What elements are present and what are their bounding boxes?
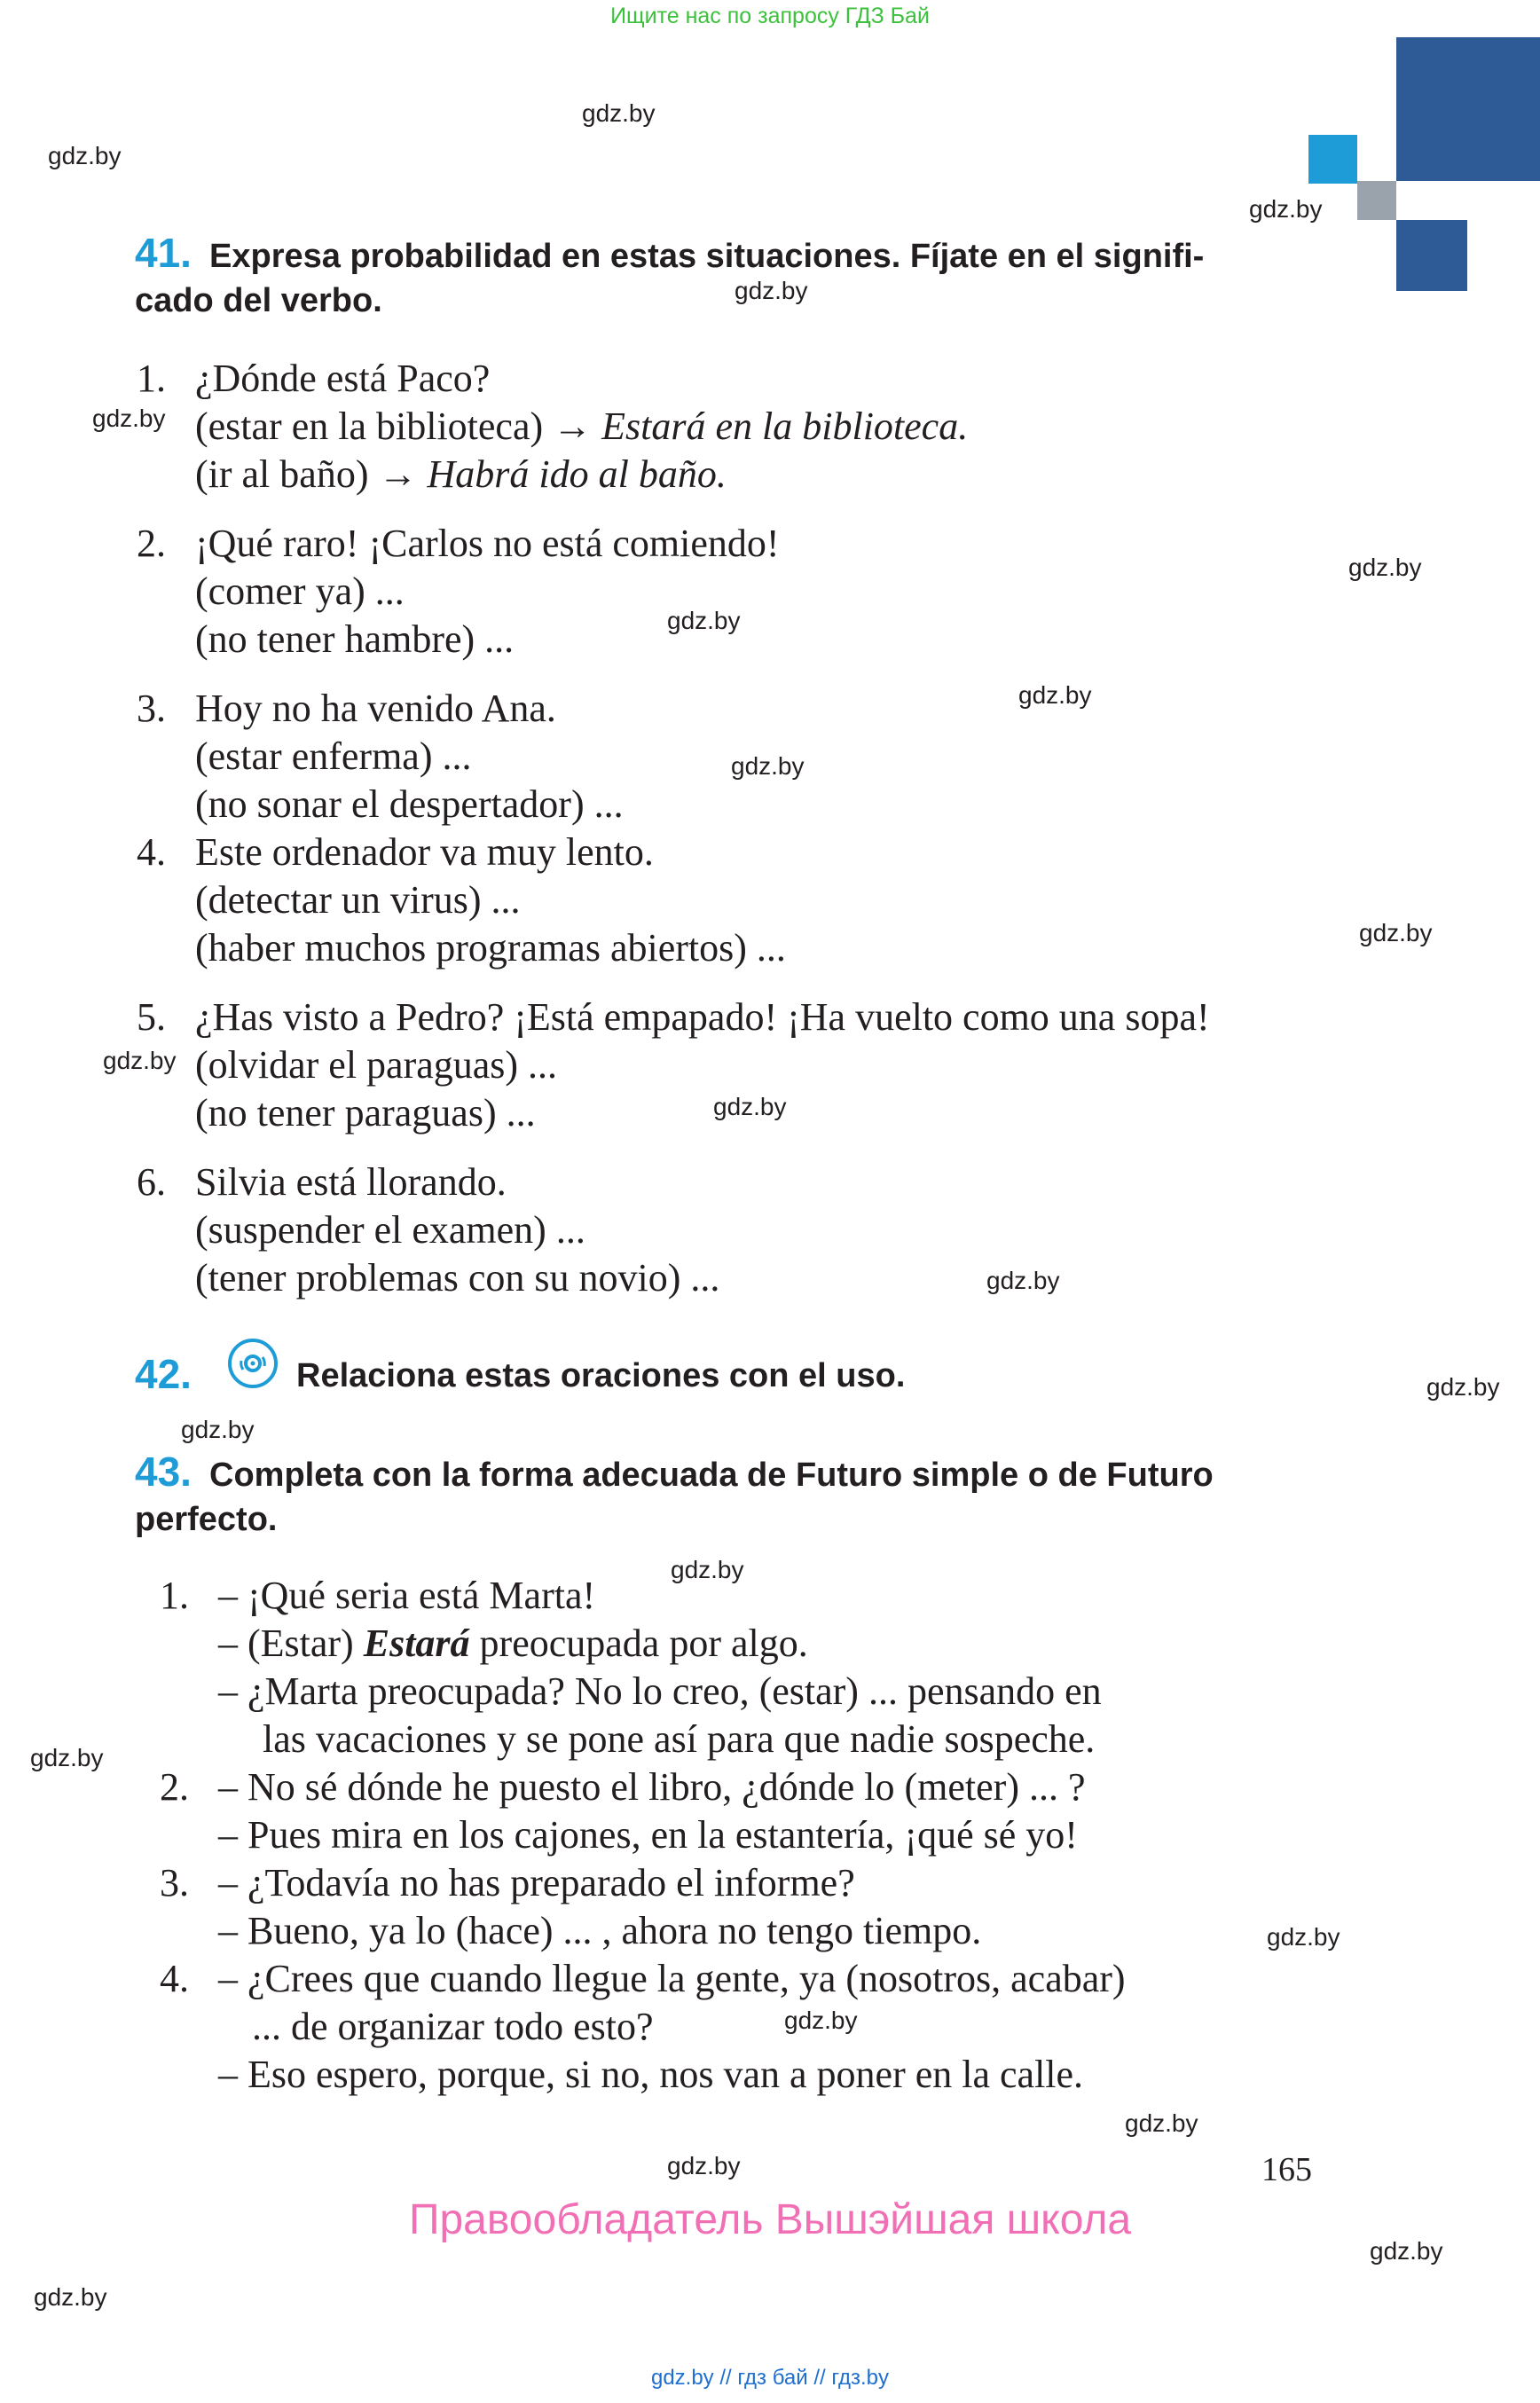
dialog-line: – ¡Qué seria está Marta! <box>218 1574 596 1617</box>
item-example-answer: Habrá ido al baño. <box>427 452 727 496</box>
dialog-hint: – (Estar) <box>218 1622 364 1665</box>
item-number: 1. <box>137 357 166 400</box>
decor-square-gray <box>1357 181 1396 220</box>
decor-square-medium <box>1396 220 1467 291</box>
watermark: gdz.by <box>671 1556 744 1583</box>
item-question: Silvia está llorando. <box>195 1160 507 1204</box>
watermark: gdz.by <box>1370 2237 1443 2265</box>
item-question: Este ordenador va muy lento. <box>195 830 654 874</box>
item-answer-line: (no tener paraguas) ... <box>195 1091 536 1135</box>
watermark: gdz.by <box>1125 2109 1198 2137</box>
item-number: 1. <box>160 1574 189 1617</box>
item-answer-line: (olvidar el paraguas) ... <box>195 1043 558 1087</box>
dialog-line: – ¿Marta preocupada? No lo creo, (estar) ... pensando en <box>218 1669 1102 1713</box>
watermark: gdz.by <box>1249 195 1323 223</box>
item-number: 6. <box>137 1160 166 1204</box>
watermark: gdz.by <box>92 404 166 432</box>
dialog-text: preocupada por algo. <box>469 1622 808 1665</box>
watermark: gdz.by <box>30 1744 104 1771</box>
exercise-41-number: 41. <box>135 230 192 276</box>
item-answer-line <box>195 403 968 451</box>
exercise-43-number: 43. <box>135 1449 192 1495</box>
item-question: ¡Qué raro! ¡Carlos no está comiendo! <box>195 522 780 565</box>
exercise-42-title: Relaciona estas oraciones con el uso. <box>296 1357 906 1394</box>
dialog-line: ... de organizar todo esto? <box>252 2005 654 2048</box>
dialog-line <box>218 1620 808 1668</box>
watermark: gdz.by <box>667 607 741 634</box>
item-answer-line: (no sonar el despertador) ... <box>195 782 624 826</box>
exercise-43-title-line2: perfecto. <box>135 1501 278 1538</box>
item-number: 5. <box>137 995 166 1039</box>
cd-icon <box>227 1338 279 1389</box>
watermark: gdz.by <box>1267 1923 1340 1951</box>
item-question: Hoy no ha venido Ana. <box>195 687 556 730</box>
footer-links: gdz.by // гдз бай // гдз.by <box>650 2366 890 2390</box>
item-example-answer: Estará en la biblioteca. <box>601 404 969 448</box>
copyright-owner: Правообладатель Вышэйшая школа <box>408 2196 1132 2243</box>
watermark: gdz.by <box>1348 554 1422 581</box>
item-answer-line: (comer ya) ... <box>195 569 405 613</box>
item-question: ¿Dónde está Paco? <box>195 357 491 400</box>
dialog-example-answer: Estará <box>363 1622 470 1665</box>
watermark: gdz.by <box>735 277 808 304</box>
watermark: gdz.by <box>713 1093 787 1120</box>
exercise-41-title-line2: cado del verbo. <box>135 282 382 319</box>
item-number: 4. <box>160 1957 189 2000</box>
item-hint: (estar en la biblioteca) → <box>195 404 602 448</box>
item-hint: (ir al baño) → <box>195 452 428 496</box>
exercise-41-title-cont <box>135 279 382 323</box>
watermark: gdz.by <box>1426 1373 1500 1401</box>
exercise-41-title-line1: Expresa probabilidad en estas situaciones. Fíjate en el signifi- <box>209 238 1205 275</box>
watermark: gdz.by <box>34 2283 107 2311</box>
watermark: gdz.by <box>986 1267 1060 1294</box>
dialog-line: – Bueno, ya lo (hace) ... , ahora no tengo tiempo. <box>218 1909 982 1952</box>
page-number: 165 <box>1261 2151 1312 2188</box>
item-answer-line: (detectar un virus) ... <box>195 878 521 922</box>
watermark: gdz.by <box>103 1047 177 1074</box>
dialog-line: – No sé dónde he puesto el libro, ¿dónde lo (meter) ... ? <box>218 1765 1086 1809</box>
exercise-41-title <box>209 234 1204 279</box>
top-note: Ищите нас по запросу ГДЗ Бай <box>610 4 930 28</box>
item-answer-line: (no tener hambre) ... <box>195 617 515 661</box>
dialog-line: – ¿Todavía no has preparado el informe? <box>218 1861 855 1904</box>
watermark: gdz.by <box>784 2006 858 2034</box>
item-number: 4. <box>137 830 166 874</box>
dialog-line: las vacaciones y se pone así para que nadie sospeche. <box>263 1717 1096 1761</box>
watermark: gdz.by <box>667 2152 741 2179</box>
watermark: gdz.by <box>1359 919 1433 946</box>
item-question: ¿Has visto a Pedro? ¡Está empapado! ¡Ha vuelto como una sopa! <box>195 995 1210 1039</box>
decor-square-light <box>1308 135 1357 184</box>
dialog-line: – Pues mira en los cajones, en la estantería, ¡qué sé yo! <box>218 1813 1078 1857</box>
watermark: gdz.by <box>181 1416 255 1443</box>
item-number: 2. <box>137 522 166 565</box>
exercise-42-number: 42. <box>135 1351 192 1397</box>
item-answer-line: (suspender el examen) ... <box>195 1208 585 1252</box>
item-answer-line: (haber muchos programas abiertos) ... <box>195 926 786 970</box>
dialog-line: – Eso espero, porque, si no, nos van a poner en la calle. <box>218 2053 1084 2096</box>
item-answer-line: (estar enferma) ... <box>195 734 472 778</box>
watermark: gdz.by <box>48 142 122 169</box>
decor-square-large <box>1396 37 1540 181</box>
exercise-43-title-line1: Completa con la forma adecuada de Futuro simple o de Futuro <box>209 1457 1214 1494</box>
watermark: gdz.by <box>731 752 805 780</box>
item-number: 3. <box>137 687 166 730</box>
dialog-line: – ¿Crees que cuando llegue la gente, ya (nosotros, acabar) <box>218 1957 1126 2000</box>
item-number: 2. <box>160 1765 189 1809</box>
item-number: 3. <box>160 1861 189 1904</box>
item-answer-line: (tener problemas con su novio) ... <box>195 1256 720 1300</box>
watermark: gdz.by <box>582 99 656 127</box>
item-answer-line <box>195 451 727 499</box>
watermark: gdz.by <box>1018 681 1092 709</box>
